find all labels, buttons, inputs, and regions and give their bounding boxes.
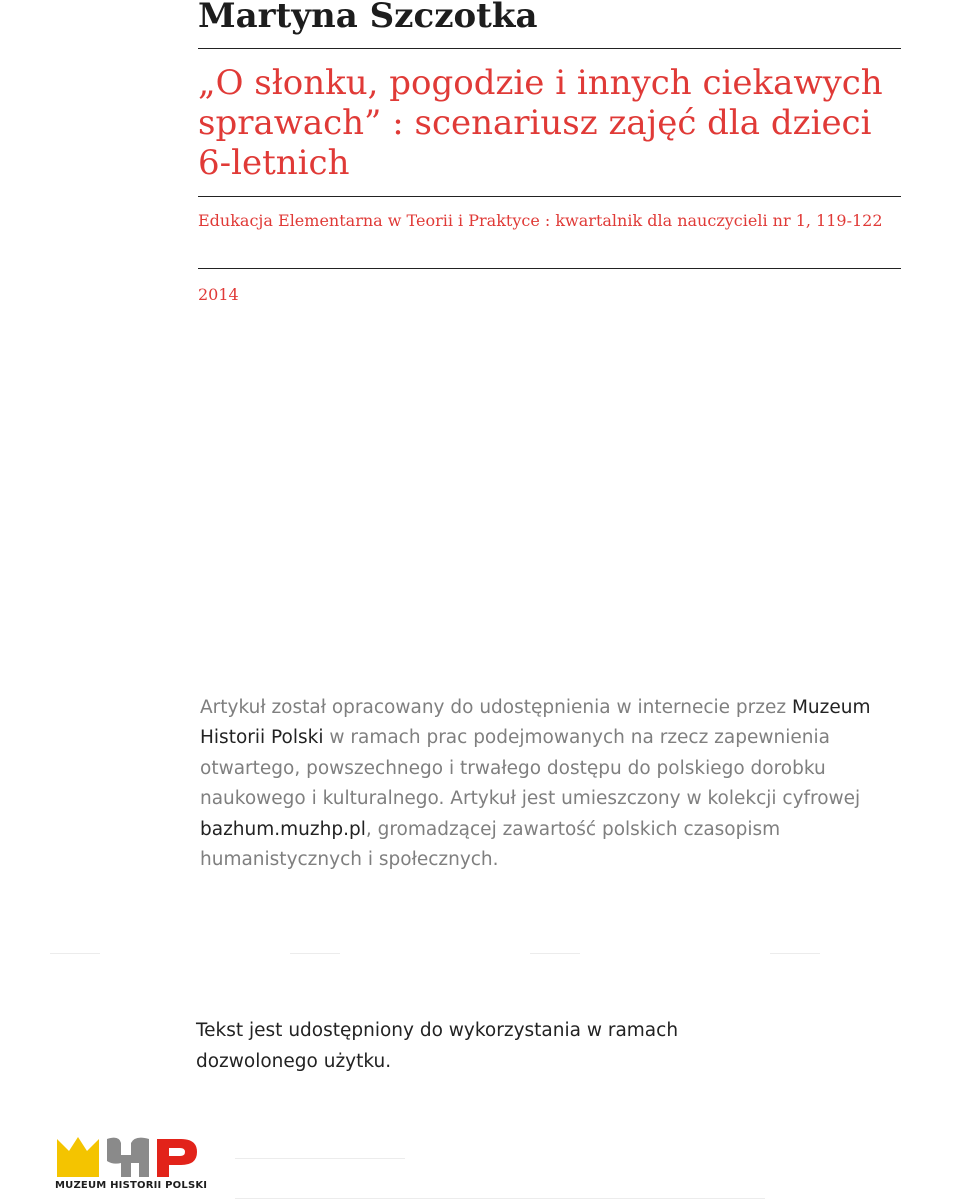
notice-text: w ramach prac podejmowanych na rzecz zapewnienia otwartego, powszechnego i trwałego dostępu do polskiego dorobku naukowego i kulturalnego. Artykuł jest umieszczony w kolekcji cyfrowej (200, 727, 861, 810)
license-text: Tekst jest udostępniony do wykorzystania w ramach dozwolonego użytku. (196, 1020, 679, 1072)
divider (198, 48, 901, 49)
divider (198, 268, 901, 269)
author-name: Martyna Szczotka (198, 0, 538, 36)
publication-year: 2014 (198, 285, 239, 304)
organization-name: Muzeum Historii Polski (200, 697, 871, 749)
logo-eagle-shape (107, 1138, 149, 1177)
scan-artifact (530, 953, 580, 954)
source-citation: Edukacja Elementarna w Teorii i Praktyce : kwartalnik dla nauczycieli nr 1, 119-122 (198, 211, 883, 230)
scan-artifact (235, 1158, 405, 1159)
scan-artifact (770, 953, 820, 954)
collection-link[interactable]: bazhum.muzhp.pl (200, 818, 366, 840)
availability-notice (200, 693, 900, 875)
divider (198, 196, 901, 197)
notice-text: Artykuł został opracowany do udostępnienia w internecie przez (200, 697, 792, 718)
logo-crown-shape (57, 1137, 99, 1177)
logo-caption: MUZEUM HISTORII POLSKI (55, 1180, 208, 1191)
logo-p-shape (157, 1139, 197, 1177)
scan-artifact (290, 953, 340, 954)
article-title: „O słonku, pogodzie i innych ciekawych sprawach” : scenariusz zajęć dla dzieci 6-letnich (198, 63, 883, 183)
scan-artifact (50, 953, 100, 954)
notice-text: , gromadzącej zawartość polskich czasopism humanistycznych i społecznych. (200, 818, 781, 871)
scan-artifact (235, 1198, 765, 1199)
